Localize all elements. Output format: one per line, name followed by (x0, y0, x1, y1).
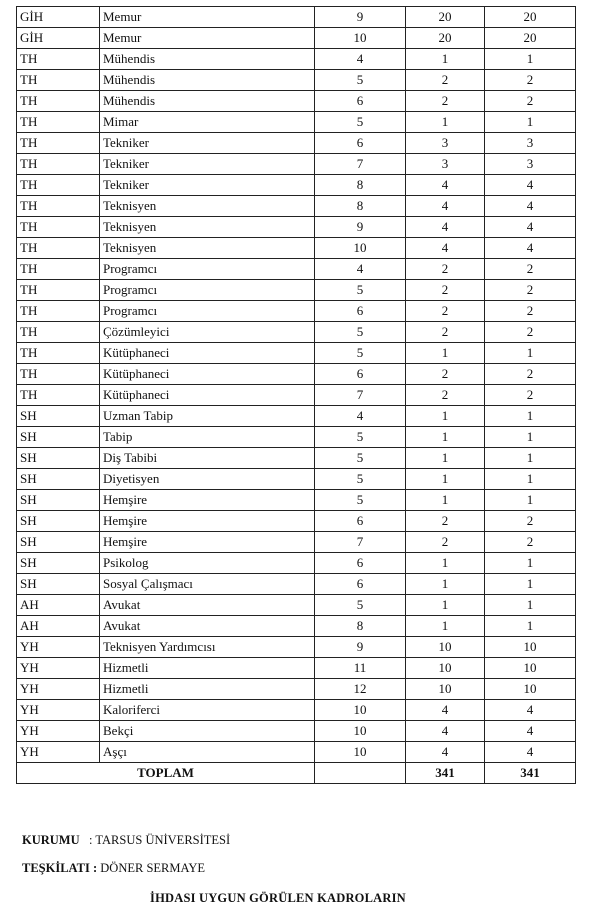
degree-cell: 6 (315, 574, 406, 595)
title-cell: Mühendis (100, 70, 315, 91)
total-count-b: 341 (485, 763, 576, 784)
table-row (17, 511, 576, 532)
class-cell: TH (17, 91, 100, 112)
title-cell: Kaloriferci (100, 700, 315, 721)
count-b-cell: 2 (485, 322, 576, 343)
degree-cell: 7 (315, 154, 406, 175)
class-cell: SH (17, 427, 100, 448)
table-row (17, 721, 576, 742)
count-b-cell: 10 (485, 679, 576, 700)
count-a-cell: 2 (406, 70, 485, 91)
count-a-cell: 1 (406, 406, 485, 427)
count-b-cell: 4 (485, 238, 576, 259)
title-cell: Mühendis (100, 49, 315, 70)
staff-positions-table (16, 6, 576, 784)
title-cell: Kütüphaneci (100, 385, 315, 406)
count-b-cell: 1 (485, 595, 576, 616)
count-a-cell: 10 (406, 658, 485, 679)
class-cell: SH (17, 532, 100, 553)
class-cell: TH (17, 49, 100, 70)
count-a-cell: 4 (406, 742, 485, 763)
title-cell: Memur (100, 7, 315, 28)
count-b-cell: 4 (485, 175, 576, 196)
count-a-cell: 2 (406, 322, 485, 343)
count-b-cell: 4 (485, 217, 576, 238)
count-a-cell: 2 (406, 385, 485, 406)
table-row (17, 406, 576, 427)
class-cell: TH (17, 175, 100, 196)
count-b-cell: 2 (485, 385, 576, 406)
class-cell: TH (17, 385, 100, 406)
count-a-cell: 10 (406, 637, 485, 658)
degree-cell: 5 (315, 427, 406, 448)
count-a-cell: 1 (406, 427, 485, 448)
count-a-cell: 1 (406, 469, 485, 490)
count-b-cell: 1 (485, 427, 576, 448)
class-cell: YH (17, 679, 100, 700)
class-cell: TH (17, 154, 100, 175)
count-a-cell: 3 (406, 154, 485, 175)
table-row (17, 574, 576, 595)
degree-cell: 5 (315, 490, 406, 511)
table-row (17, 637, 576, 658)
table-row (17, 700, 576, 721)
class-cell: SH (17, 406, 100, 427)
count-a-cell: 2 (406, 364, 485, 385)
title-cell: Hemşire (100, 490, 315, 511)
title-cell: Programcı (100, 280, 315, 301)
class-cell: AH (17, 595, 100, 616)
class-cell: TH (17, 196, 100, 217)
title-cell: Hizmetli (100, 679, 315, 700)
degree-cell: 9 (315, 7, 406, 28)
count-a-cell: 4 (406, 175, 485, 196)
table-row (17, 532, 576, 553)
table-row (17, 616, 576, 637)
count-b-cell: 3 (485, 154, 576, 175)
count-b-cell: 1 (485, 490, 576, 511)
table-row (17, 217, 576, 238)
degree-cell: 4 (315, 49, 406, 70)
title-cell: Psikolog (100, 553, 315, 574)
class-cell: SH (17, 448, 100, 469)
title-cell: Teknisyen (100, 238, 315, 259)
count-a-cell: 4 (406, 700, 485, 721)
degree-cell: 10 (315, 238, 406, 259)
degree-cell: 6 (315, 553, 406, 574)
degree-cell: 5 (315, 469, 406, 490)
degree-cell: 6 (315, 91, 406, 112)
degree-cell: 5 (315, 112, 406, 133)
title-cell: Tekniker (100, 175, 315, 196)
count-a-cell: 1 (406, 574, 485, 595)
organization-label: TEŞKİLATI : (22, 861, 98, 875)
degree-cell: 10 (315, 700, 406, 721)
table-row (17, 196, 576, 217)
document-heading: İHDASI UYGUN GÖRÜLEN KADROLARIN (150, 891, 406, 905)
count-a-cell: 2 (406, 301, 485, 322)
class-cell: TH (17, 217, 100, 238)
table-row (17, 49, 576, 70)
degree-cell: 10 (315, 742, 406, 763)
count-b-cell: 1 (485, 469, 576, 490)
count-a-cell: 1 (406, 49, 485, 70)
title-cell: Bekçi (100, 721, 315, 742)
count-b-cell: 20 (485, 28, 576, 49)
degree-cell: 4 (315, 259, 406, 280)
count-b-cell: 20 (485, 7, 576, 28)
class-cell: SH (17, 490, 100, 511)
count-a-cell: 4 (406, 238, 485, 259)
table-row (17, 343, 576, 364)
count-b-cell: 2 (485, 532, 576, 553)
institution-line (22, 833, 230, 848)
count-a-cell: 20 (406, 7, 485, 28)
count-b-cell: 2 (485, 301, 576, 322)
count-b-cell: 1 (485, 406, 576, 427)
degree-cell: 6 (315, 133, 406, 154)
title-cell: Mühendis (100, 91, 315, 112)
institution-label: KURUMU (22, 833, 80, 847)
organization-value: DÖNER SERMAYE (100, 861, 206, 875)
degree-cell: 10 (315, 721, 406, 742)
title-cell: Tekniker (100, 133, 315, 154)
table-row (17, 28, 576, 49)
degree-cell: 4 (315, 406, 406, 427)
title-cell: Memur (100, 28, 315, 49)
table-row (17, 7, 576, 28)
table-row (17, 490, 576, 511)
class-cell: TH (17, 301, 100, 322)
count-a-cell: 4 (406, 196, 485, 217)
class-cell: YH (17, 742, 100, 763)
count-a-cell: 4 (406, 217, 485, 238)
degree-cell: 6 (315, 301, 406, 322)
table-row (17, 175, 576, 196)
table-row (17, 595, 576, 616)
title-cell: Mimar (100, 112, 315, 133)
count-a-cell: 1 (406, 616, 485, 637)
degree-cell: 8 (315, 175, 406, 196)
degree-cell: 5 (315, 280, 406, 301)
count-b-cell: 10 (485, 658, 576, 679)
count-b-cell: 4 (485, 721, 576, 742)
organization-line (22, 861, 205, 876)
class-cell: YH (17, 658, 100, 679)
count-a-cell: 4 (406, 721, 485, 742)
degree-cell: 5 (315, 595, 406, 616)
count-b-cell: 2 (485, 280, 576, 301)
count-b-cell: 1 (485, 448, 576, 469)
title-cell: Kütüphaneci (100, 364, 315, 385)
total-degree-cell (315, 763, 406, 784)
title-cell: Diyetisyen (100, 469, 315, 490)
class-cell: YH (17, 637, 100, 658)
table-row (17, 658, 576, 679)
class-cell: TH (17, 70, 100, 91)
title-cell: Programcı (100, 301, 315, 322)
table-row (17, 238, 576, 259)
count-b-cell: 4 (485, 700, 576, 721)
title-cell: Hemşire (100, 511, 315, 532)
count-b-cell: 2 (485, 70, 576, 91)
degree-cell: 12 (315, 679, 406, 700)
title-cell: Programcı (100, 259, 315, 280)
table-row (17, 553, 576, 574)
count-a-cell: 10 (406, 679, 485, 700)
count-a-cell: 2 (406, 280, 485, 301)
title-cell: Teknisyen Yardımcısı (100, 637, 315, 658)
institution-value: : TARSUS ÜNİVERSİTESİ (89, 833, 231, 847)
count-a-cell: 3 (406, 133, 485, 154)
title-cell: Tekniker (100, 154, 315, 175)
degree-cell: 9 (315, 217, 406, 238)
table-row (17, 112, 576, 133)
count-a-cell: 2 (406, 91, 485, 112)
count-b-cell: 1 (485, 616, 576, 637)
count-a-cell: 1 (406, 343, 485, 364)
degree-cell: 7 (315, 385, 406, 406)
count-b-cell: 1 (485, 112, 576, 133)
count-b-cell: 1 (485, 49, 576, 70)
class-cell: TH (17, 322, 100, 343)
count-a-cell: 2 (406, 259, 485, 280)
count-a-cell: 2 (406, 511, 485, 532)
title-cell: Hizmetli (100, 658, 315, 679)
class-cell: SH (17, 574, 100, 595)
count-b-cell: 4 (485, 196, 576, 217)
class-cell: SH (17, 553, 100, 574)
total-row (17, 763, 576, 784)
table-row (17, 742, 576, 763)
degree-cell: 6 (315, 364, 406, 385)
table-row (17, 469, 576, 490)
count-b-cell: 2 (485, 259, 576, 280)
table-row (17, 427, 576, 448)
class-cell: GİH (17, 7, 100, 28)
count-a-cell: 1 (406, 553, 485, 574)
table-row (17, 385, 576, 406)
class-cell: TH (17, 238, 100, 259)
count-b-cell: 2 (485, 91, 576, 112)
class-cell: YH (17, 700, 100, 721)
title-cell: Uzman Tabip (100, 406, 315, 427)
class-cell: TH (17, 259, 100, 280)
degree-cell: 5 (315, 448, 406, 469)
class-cell: TH (17, 133, 100, 154)
count-a-cell: 1 (406, 595, 485, 616)
degree-cell: 10 (315, 28, 406, 49)
title-cell: Aşçı (100, 742, 315, 763)
table-row (17, 280, 576, 301)
table-body (17, 7, 576, 784)
count-b-cell: 1 (485, 574, 576, 595)
class-cell: SH (17, 511, 100, 532)
table-row (17, 91, 576, 112)
table-row (17, 448, 576, 469)
count-a-cell: 1 (406, 112, 485, 133)
class-cell: GİH (17, 28, 100, 49)
degree-cell: 5 (315, 70, 406, 91)
total-count-a: 341 (406, 763, 485, 784)
title-cell: Avukat (100, 616, 315, 637)
count-a-cell: 1 (406, 490, 485, 511)
degree-cell: 9 (315, 637, 406, 658)
degree-cell: 8 (315, 616, 406, 637)
table-row (17, 133, 576, 154)
title-cell: Diş Tabibi (100, 448, 315, 469)
table-row (17, 679, 576, 700)
title-cell: Hemşire (100, 532, 315, 553)
degree-cell: 11 (315, 658, 406, 679)
degree-cell: 5 (315, 322, 406, 343)
count-a-cell: 20 (406, 28, 485, 49)
title-cell: Çözümleyici (100, 322, 315, 343)
class-cell: TH (17, 280, 100, 301)
class-cell: YH (17, 721, 100, 742)
total-label: TOPLAM (17, 763, 315, 784)
count-b-cell: 1 (485, 553, 576, 574)
title-cell: Tabip (100, 427, 315, 448)
class-cell: TH (17, 364, 100, 385)
table-row (17, 259, 576, 280)
title-cell: Kütüphaneci (100, 343, 315, 364)
count-b-cell: 3 (485, 133, 576, 154)
count-b-cell: 4 (485, 742, 576, 763)
count-a-cell: 1 (406, 448, 485, 469)
title-cell: Sosyal Çalışmacı (100, 574, 315, 595)
class-cell: SH (17, 469, 100, 490)
count-a-cell: 2 (406, 532, 485, 553)
table-row (17, 364, 576, 385)
table-row (17, 154, 576, 175)
table-row (17, 70, 576, 91)
degree-cell: 5 (315, 343, 406, 364)
count-b-cell: 2 (485, 364, 576, 385)
degree-cell: 6 (315, 511, 406, 532)
table-row (17, 322, 576, 343)
title-cell: Teknisyen (100, 217, 315, 238)
class-cell: TH (17, 343, 100, 364)
count-b-cell: 2 (485, 511, 576, 532)
degree-cell: 8 (315, 196, 406, 217)
table-row (17, 301, 576, 322)
class-cell: AH (17, 616, 100, 637)
degree-cell: 7 (315, 532, 406, 553)
count-b-cell: 1 (485, 343, 576, 364)
class-cell: TH (17, 112, 100, 133)
title-cell: Teknisyen (100, 196, 315, 217)
title-cell: Avukat (100, 595, 315, 616)
count-b-cell: 10 (485, 637, 576, 658)
